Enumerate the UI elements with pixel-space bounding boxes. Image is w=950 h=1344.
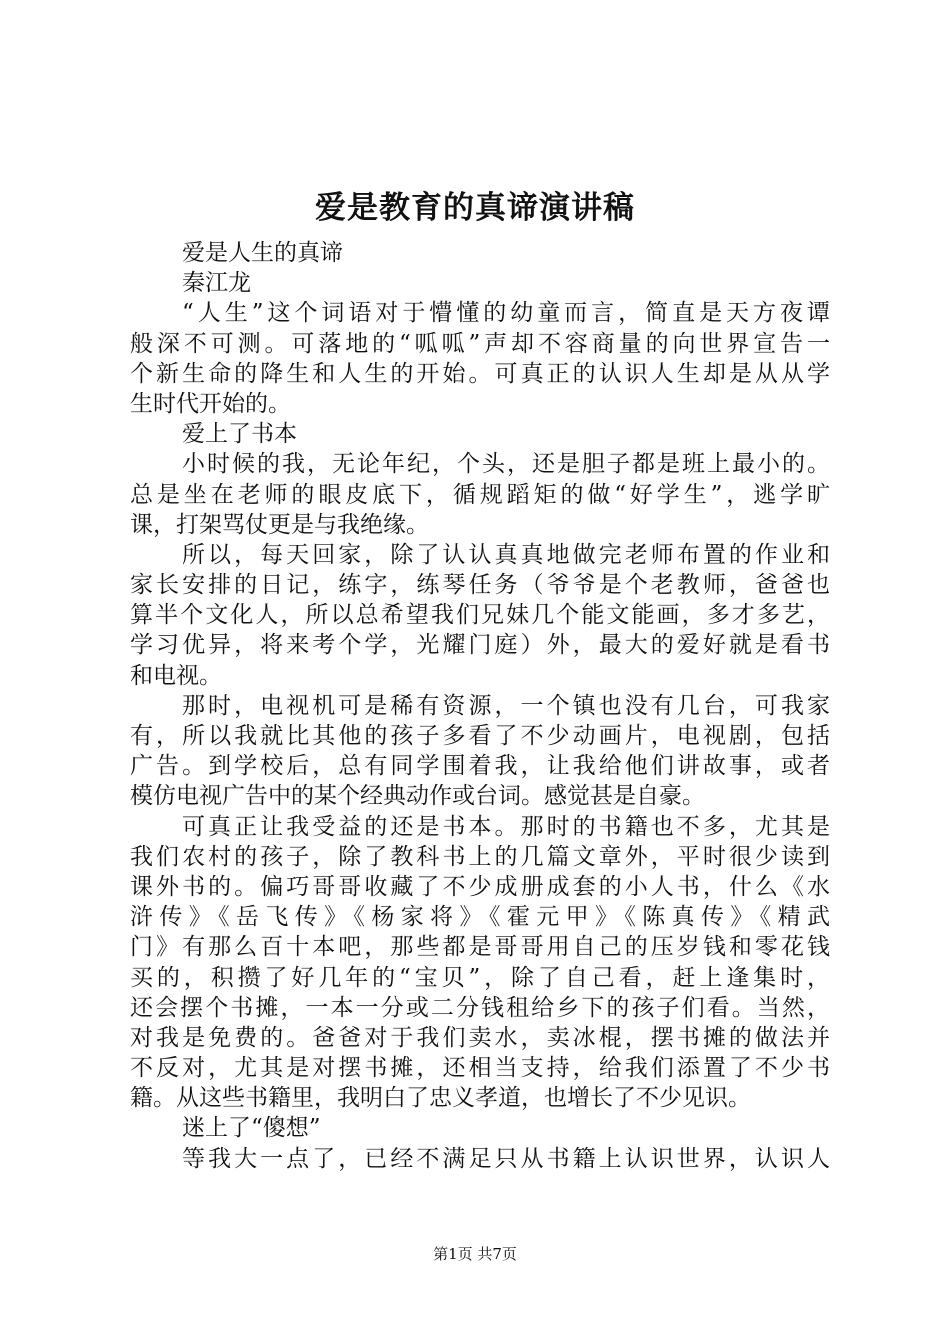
text-line: 还会摆个书摊，一本一分或二分钱租给乡下的孩子们看。当然，: [130, 994, 830, 1021]
text-line: 家长安排的日记，练字，练琴任务（爷爷是个老教师，爸爸也: [130, 572, 830, 599]
text-line: 买的，积攒了好几年的“宝贝”，除了自己看，赶上逢集时，: [130, 964, 830, 991]
text-line: 算半个文化人，所以总希望我们兄妹几个能文能画，多才多艺，: [130, 602, 830, 629]
text-line: 秦江龙: [182, 270, 251, 297]
text-line: 门》有那么百十本吧，那些都是哥哥用自己的压岁钱和零花钱: [130, 934, 830, 961]
text-line: 模仿电视广告中的某个经典动作或台词。感觉甚是自豪。: [130, 783, 705, 810]
text-line: 小时候的我，无论年纪，个头，还是胆子都是班上最小的。: [182, 451, 830, 478]
text-line: 对我是免费的。爸爸对于我们卖水，卖冰棍，摆书摊的做法并: [130, 1024, 830, 1051]
text-line: 和电视。: [130, 662, 222, 689]
text-line: 有，所以我就比其他的孩子多看了不少动画片，电视剧，包括: [130, 723, 830, 749]
text-line: 可真正让我受益的还是书本。那时的书籍也不多，尤其是: [182, 813, 830, 840]
text-line: 所以，每天回家，除了认认真真地做完老师布置的作业和: [182, 541, 830, 568]
text-line: 生时代开始的。: [130, 390, 291, 417]
text-line: 般深不可测。可落地的“呱呱”声却不容商量的向世界宣告一: [130, 330, 830, 357]
text-line: 学习优异，将来考个学，光耀门庭）外，最大的爱好就是看书: [130, 632, 830, 659]
text-line: 迷上了“傻想”: [182, 1115, 321, 1142]
page-footer: 第1页 共7页: [433, 1245, 517, 1263]
document-title: 爱是教育的真谛演讲稿: [315, 190, 635, 226]
text-line: 个新生命的降生和人生的开始。可真正的认识人生却是从从学: [130, 360, 830, 387]
text-line: 不反对，尤其是对摆书摊，还相当支持，给我们添置了不少书: [130, 1055, 830, 1082]
text-line: 课，打架骂仗更是与我绝缘。: [130, 511, 429, 538]
document-body: [130, 238, 830, 1174]
text-line: 等我大一点了，已经不满足只从书籍上认识世界，认识人: [182, 1145, 830, 1172]
text-line: 我们农村的孩子，除了教科书上的几篇文章外，平时很少读到: [130, 843, 830, 870]
text-line: 总是坐在老师的眼皮底下，循规蹈矩的做“好学生”，逃学旷: [130, 481, 830, 508]
text-line: “人生”这个词语对于懵懂的幼童而言，简直是天方夜谭: [182, 300, 830, 327]
text-line: 籍。从这些书籍里，我明白了忠义孝道，也增长了不少见识。: [130, 1085, 751, 1112]
text-line: 爱上了书本: [182, 421, 297, 448]
text-line: 那时，电视机可是稀有资源，一个镇也没有几台，可我家: [182, 692, 830, 719]
text-line: 爱是人生的真谛: [182, 240, 343, 266]
text-line: 浒传》《岳飞传》《杨家将》《霍元甲》《陈真传》《精武: [130, 904, 830, 931]
text-line: 课外书的。偏巧哥哥收藏了不少成册成套的小人书，什么《水: [130, 873, 830, 900]
text-line: 广告。到学校后，总有同学围着我，让我给他们讲故事，或者: [130, 753, 830, 780]
